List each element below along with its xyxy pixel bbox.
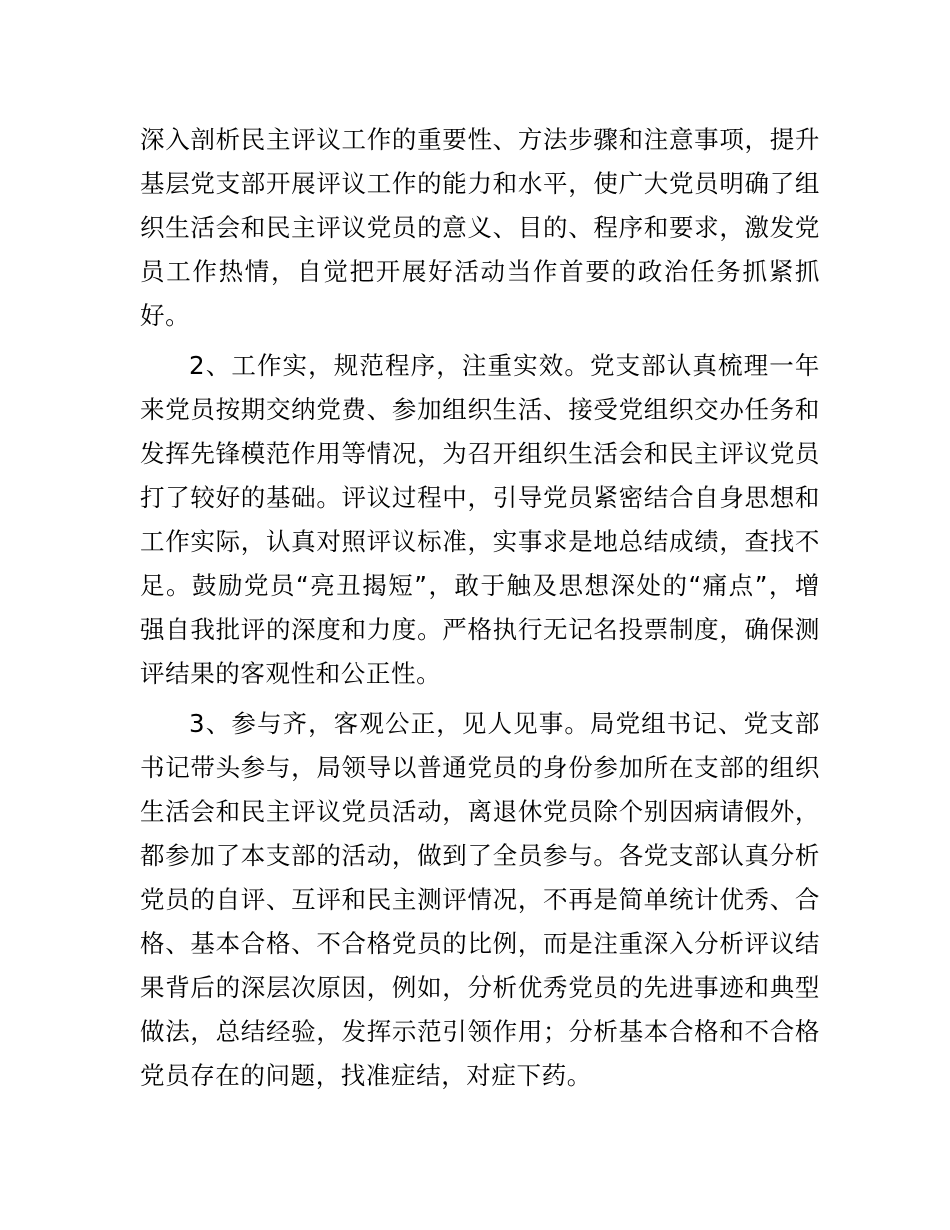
paragraph-item-2: 2、工作实，规范程序，注重实效。党支部认真梳理一年来党员按期交纳党费、参加组织生活、接受党组织交办任务和发挥先锋模范作用等情况，为召开组织生活会和民主评议党员打了较好的基础。评议过程中，引导党员紧密结合自身思想和工作实际，认真对照评议标准，实事求是地总结成绩，查找不足。鼓励党员“亮丑揭短”，敢于触及思想深处的“痛点”，增强自我批评的深度和力度。严格执行无记名投票制度，确保测评结果的客观性和公正性。 bbox=[140, 351, 820, 688]
paragraph-item-3: 3、参与齐，客观公正，见人见事。局党组书记、党支部书记带头参与，局领导以普通党员的身份参加所在支部的组织生活会和民主评议党员活动，离退休党员除个别因病请假外，都参加了本支部的活动，做到了全员参与。各党支部认真分析党员的自评、互评和民主测评情况，不再是简单统计优秀、合格、基本合格、不合格党员的比例，而是注重深入分析评议结果背后的深层次原因，例如，分析优秀党员的先进事迹和典型做法，总结经验，发挥示范引领作用；分析基本合格和不合格党员存在的问题，找准症结，对症下药。 bbox=[140, 709, 820, 1090]
paragraph-continuation: 深入剖析民主评议工作的重要性、方法步骤和注意事项，提升基层党支部开展评议工作的能力和水平，使广大党员明确了组织生活会和民主评议党员的意义、目的、程序和要求，激发党员工作热情，自觉把开展好活动当作首要的政治任务抓紧抓好。 bbox=[140, 125, 820, 330]
body-text bbox=[140, 118, 820, 1098]
